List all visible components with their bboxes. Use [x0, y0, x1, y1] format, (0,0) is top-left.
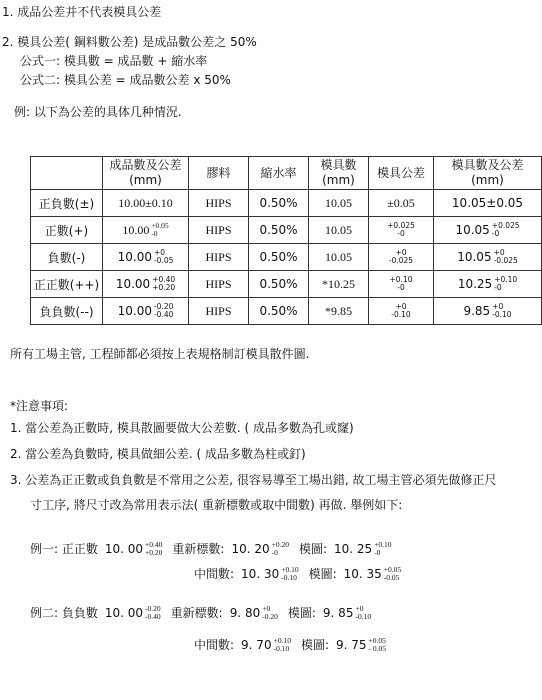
product-base: 10.00 — [117, 304, 152, 318]
tol-upper: +0 — [395, 302, 407, 311]
row-label: 正正數(++) — [31, 271, 103, 298]
tol-upper: +0.05 — [151, 221, 169, 230]
product-cell — [103, 271, 189, 298]
product-base: 10.00 — [122, 222, 150, 237]
product-base: 10.00 — [115, 277, 151, 291]
tol-lower: -0 — [491, 229, 500, 238]
table-row — [31, 244, 542, 271]
mold-cell: 10.05 — [309, 217, 369, 244]
note-item-continued: 寸工序, 將尺寸改為常用表示法( 重新標數或取中間數) 再做. 舉例如下: — [30, 498, 403, 512]
mold-tolerance-cell — [369, 271, 434, 298]
material-cell: HIPS — [189, 298, 249, 325]
shrink-cell: 0.50% — [249, 190, 309, 217]
mid-label: 中間數: — [194, 567, 235, 581]
mold-value: 9. 75 — [336, 637, 367, 652]
tol-upper: +0.025 — [491, 221, 520, 230]
mold-value: 10. 35 — [343, 566, 382, 581]
tol-lower: -0 — [494, 283, 502, 292]
tol-upper: +0 — [492, 302, 504, 311]
header-mold: 模具數 (mm) — [309, 157, 369, 190]
example-label: 例一: 正正數 — [30, 542, 98, 556]
mold-full-cell — [434, 217, 542, 244]
example-intro: 例: 以下為公差的具体几种情況. — [14, 105, 182, 119]
tol-lower: -0.025 — [388, 256, 414, 265]
rename-label: 重新標數: — [172, 542, 225, 556]
formula-1: 公式一: 模具數 = 成品數 + 縮水率 — [20, 54, 208, 68]
tol-lower: -0.05 — [153, 256, 174, 265]
shrink-cell: 0.50% — [249, 217, 309, 244]
rename-tolerance: +0 -0.20 — [262, 603, 278, 621]
tolerance-table — [30, 156, 542, 325]
table-row — [31, 217, 542, 244]
mold-label: 模圖: — [308, 567, 337, 581]
mold-tolerance-cell — [369, 244, 434, 271]
mold-full-base: 10.05 — [455, 223, 490, 237]
mold-tolerance: +0.05 - 0.05 — [368, 635, 387, 653]
tol-upper: +0.10 — [389, 275, 413, 284]
rename-tolerance: +0.20 -0 — [271, 539, 289, 557]
example-1-row-1 — [30, 540, 402, 557]
mold-full-cell: 10.05±0.05 — [434, 190, 542, 217]
mold-full-base: 9.85 — [463, 304, 491, 318]
example-label: 例二: 負負數 — [30, 606, 98, 620]
example-base-tolerance: -0.20 -0.40 — [145, 603, 161, 621]
product-cell — [103, 244, 189, 271]
row-label: 正負數(±) — [31, 190, 103, 217]
mold-full-cell — [434, 244, 542, 271]
notes-title: *注意事項: — [10, 399, 69, 413]
row-label: 正數(+) — [31, 217, 103, 244]
mold-full-base: 10.25 — [457, 277, 493, 291]
header-product: 成品數及公差 (mm) — [103, 157, 189, 190]
material-cell: HIPS — [189, 271, 249, 298]
mold-tolerance-cell: ±0.05 — [369, 190, 434, 217]
mold-cell: *10.25 — [309, 271, 369, 298]
example-2-row-2 — [194, 636, 396, 653]
tol-lower: -0 — [397, 229, 405, 238]
tol-lower: -0.10 — [391, 310, 411, 319]
row-label: 負負數(--) — [31, 298, 103, 325]
note-item: 3. 公差為正正數或負負數是不常用之公差, 很容易導至工場出錯, 故工場主管必須先做修正尺 — [10, 473, 497, 487]
header-mold-tolerance: 模具公差 — [369, 157, 434, 190]
product-value: 10.00±0.10 — [103, 190, 189, 217]
mold-value: 9. 85 — [322, 605, 354, 620]
tol-lower: -0 — [397, 283, 405, 292]
formula-2: 公式二: 模具公差 = 成品數公差 x 50% — [20, 73, 231, 87]
row-label: 負數(-) — [31, 244, 103, 271]
mold-value: 10. 25 — [334, 541, 373, 556]
material-cell: HIPS — [189, 190, 249, 217]
product-cell — [103, 298, 189, 325]
tol-upper: +0 — [153, 248, 166, 257]
mold-full-cell — [434, 271, 542, 298]
shrink-cell: 0.50% — [249, 271, 309, 298]
table-row — [31, 298, 542, 325]
statement: 所有工場主管, 工程師都必須按上表規格制訂模具散件圖. — [10, 347, 310, 361]
intro-line-1: 1. 成品公差并不代表模具公差 — [2, 5, 162, 19]
header-empty — [31, 157, 103, 190]
table-row — [31, 271, 542, 298]
shrink-cell: 0.50% — [249, 298, 309, 325]
mid-tolerance: +0.10 -0.10 — [281, 564, 299, 582]
mold-label: 模圖: — [298, 542, 328, 556]
mid-value: 9. 70 — [241, 637, 272, 652]
mid-label: 中間數: — [194, 638, 235, 652]
tol-upper: +0.10 — [494, 275, 518, 284]
example-base: 10. 00 — [104, 541, 144, 556]
header-material: 膠料 — [189, 157, 249, 190]
tol-lower: -0 — [151, 229, 158, 238]
mold-tolerance: +0.05 -0.05 — [383, 564, 402, 582]
mold-label: 模圖: — [300, 638, 329, 652]
tol-lower: -0.025 — [493, 256, 518, 265]
intro-line-2: 2. 模具公差( 鋼料數公差) 是成品數公差之 50% — [2, 35, 257, 49]
example-2-row-1 — [30, 604, 381, 621]
tol-lower: +0.20 — [152, 283, 176, 292]
note-item: 2. 當公差為負數時, 模具做細公差. ( 成品多數為柱或釘) — [10, 447, 306, 461]
mold-tolerance: +0 -0.10 — [355, 603, 372, 621]
example-base-tolerance: +0.40 +0.20 — [145, 539, 163, 557]
tol-upper: +0 — [493, 248, 505, 257]
note-item: 1. 當公差為正數時, 模具散圖要做大公差數. ( 成品多數為孔或窿) — [10, 421, 354, 435]
material-cell: HIPS — [189, 217, 249, 244]
tol-upper: -0.20 — [153, 302, 174, 311]
product-base: 10.00 — [117, 250, 152, 264]
tol-upper: +0.40 — [152, 275, 176, 284]
mold-tolerance-cell — [369, 217, 434, 244]
mold-cell: *9.85 — [309, 298, 369, 325]
header-mold-full: 模具數及公差 (mm) — [434, 157, 542, 190]
mid-tolerance: +0.10 -0.10 — [273, 635, 291, 653]
rename-value: 9. 80 — [229, 605, 261, 620]
tol-upper: +0 — [395, 248, 407, 257]
mold-tolerance: +0.10 -0 — [374, 539, 392, 557]
table-row — [31, 190, 542, 217]
rename-label: 重新標數: — [170, 606, 223, 620]
tol-upper: +0.025 — [387, 221, 415, 230]
tol-lower: -0.40 — [153, 310, 174, 319]
product-cell — [103, 217, 189, 244]
mold-full-base: 10.05 — [457, 250, 492, 264]
mold-full-cell — [434, 298, 542, 325]
mold-cell: 10.05 — [309, 244, 369, 271]
table-header-row — [31, 157, 542, 190]
example-base: 10. 00 — [104, 605, 144, 620]
mold-tolerance-cell — [369, 298, 434, 325]
rename-value: 10. 20 — [231, 541, 270, 556]
mold-cell: 10.05 — [309, 190, 369, 217]
material-cell: HIPS — [189, 244, 249, 271]
mid-value: 10. 30 — [241, 566, 280, 581]
mold-label: 模圖: — [287, 606, 316, 620]
example-1-row-2 — [194, 565, 411, 582]
tol-lower: -0.10 — [492, 310, 512, 319]
shrink-cell: 0.50% — [249, 244, 309, 271]
header-shrink: 縮水率 — [249, 157, 309, 190]
